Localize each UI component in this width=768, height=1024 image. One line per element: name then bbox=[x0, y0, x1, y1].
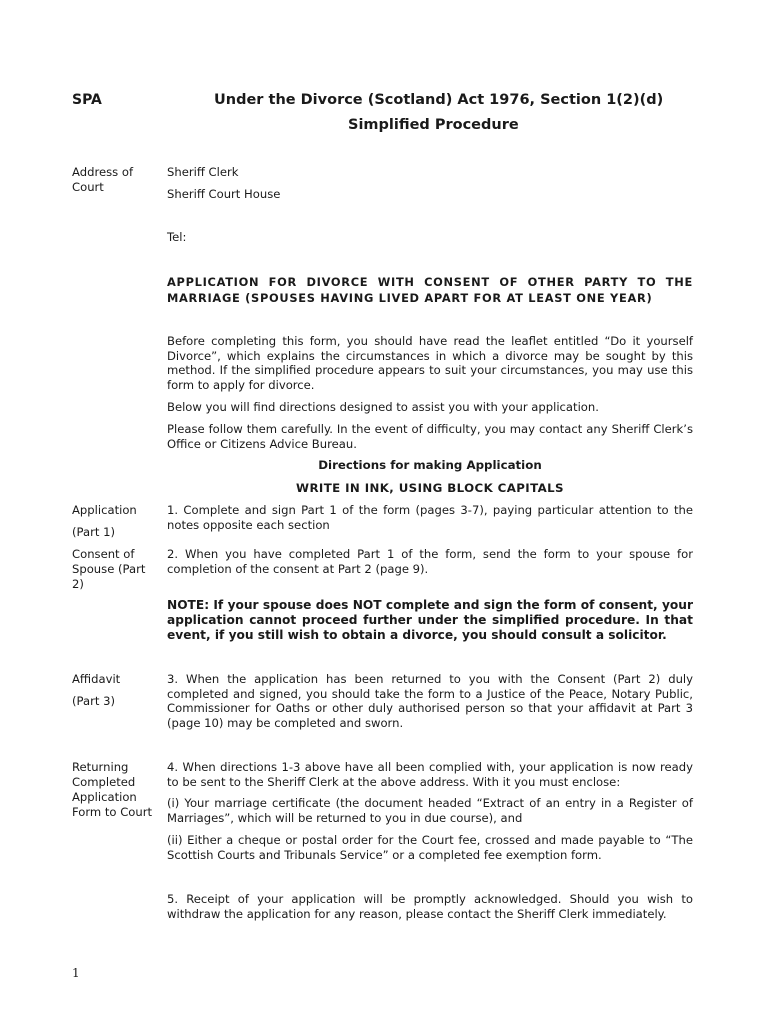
affidavit-label: Affidavit bbox=[72, 672, 121, 686]
direction-3: 3. When the application has been returned to you with the Consent (Part 2) duly completed and signed, you should take the form to a Justice of the Peace, Notary Public, Commissioner for Oaths or other duly authorised person so that your affidavit at Part 3 (page 10) may be completed and sworn. bbox=[167, 672, 693, 730]
direction-2: 2. When you have completed Part 1 of the form, send the form to your spouse for completion of the consent at Part 2 (page 9). bbox=[167, 547, 693, 576]
intro-paragraph-2: Below you will find directions designed to assist you with your application. bbox=[167, 400, 599, 414]
returning-form-label: Returning Completed Application Form to Court bbox=[72, 760, 153, 819]
affidavit-part: (Part 3) bbox=[72, 694, 115, 708]
court-telephone: Tel: bbox=[167, 230, 187, 244]
application-part: (Part 1) bbox=[72, 525, 115, 539]
application-heading: APPLICATION FOR DIVORCE WITH CONSENT OF OTHER PARTY TO THE MARRIAGE (SPOUSES HAVING LIVED APART FOR AT LEAST ONE YEAR) bbox=[167, 275, 693, 305]
page-number: 1 bbox=[72, 966, 80, 980]
directions-heading: Directions for making Application bbox=[318, 458, 542, 472]
form-code: SPA bbox=[72, 92, 102, 108]
page-title: Under the Divorce (Scotland) Act 1976, Section 1(2)(d) bbox=[214, 92, 664, 108]
court-address-line2: Sheriff Court House bbox=[167, 187, 281, 201]
consent-label: Consent of Spouse (Part 2) bbox=[72, 547, 146, 591]
application-label: Application bbox=[72, 503, 137, 517]
direction-1: 1. Complete and sign Part 1 of the form (pages 3-7), paying particular attention to the notes opposite each section bbox=[167, 503, 693, 532]
enclosure-item-2: (ii) Either a cheque or postal order for the Court fee, crossed and made payable to “The Scottish Courts and Tribunals Service” or a completed fee exemption form. bbox=[167, 833, 693, 862]
page-subtitle: Simplified Procedure bbox=[348, 117, 519, 133]
directions-subheading: WRITE IN INK, USING BLOCK CAPITALS bbox=[296, 481, 564, 495]
direction-5: 5. Receipt of your application will be promptly acknowledged. Should you wish to withdraw the application for any reason, please contact the Sheriff Clerk immediately. bbox=[167, 892, 693, 921]
consent-note: NOTE: If your spouse does NOT complete and sign the form of consent, your application cannot proceed further under the simplified procedure. In that event, if you still wish to obtain a divorce, you should consult a solicitor. bbox=[167, 598, 693, 642]
court-address-line1: Sheriff Clerk bbox=[167, 165, 239, 179]
direction-4: 4. When directions 1-3 above have all been complied with, your application is now ready to be sent to the Sheriff Clerk at the above address. With it you must enclose: bbox=[167, 760, 693, 789]
intro-paragraph-1: Before completing this form, you should have read the leaflet entitled “Do it yourself Divorce”, which explains the circumstances in which a divorce may be sought by this method. If the simplified procedure appears to suit your circumstances, you may use this form to apply for divorce. bbox=[167, 334, 693, 392]
intro-paragraph-3: Please follow them carefully. In the event of difficulty, you may contact any Sheriff Clerk’s Office or Citizens Advice Bureau. bbox=[167, 422, 693, 451]
court-address-label: Address of Court bbox=[72, 165, 134, 194]
enclosure-item-1: (i) Your marriage certificate (the document headed “Extract of an entry in a Register of Marriages”, which will be returned to you in due course), and bbox=[167, 796, 693, 825]
